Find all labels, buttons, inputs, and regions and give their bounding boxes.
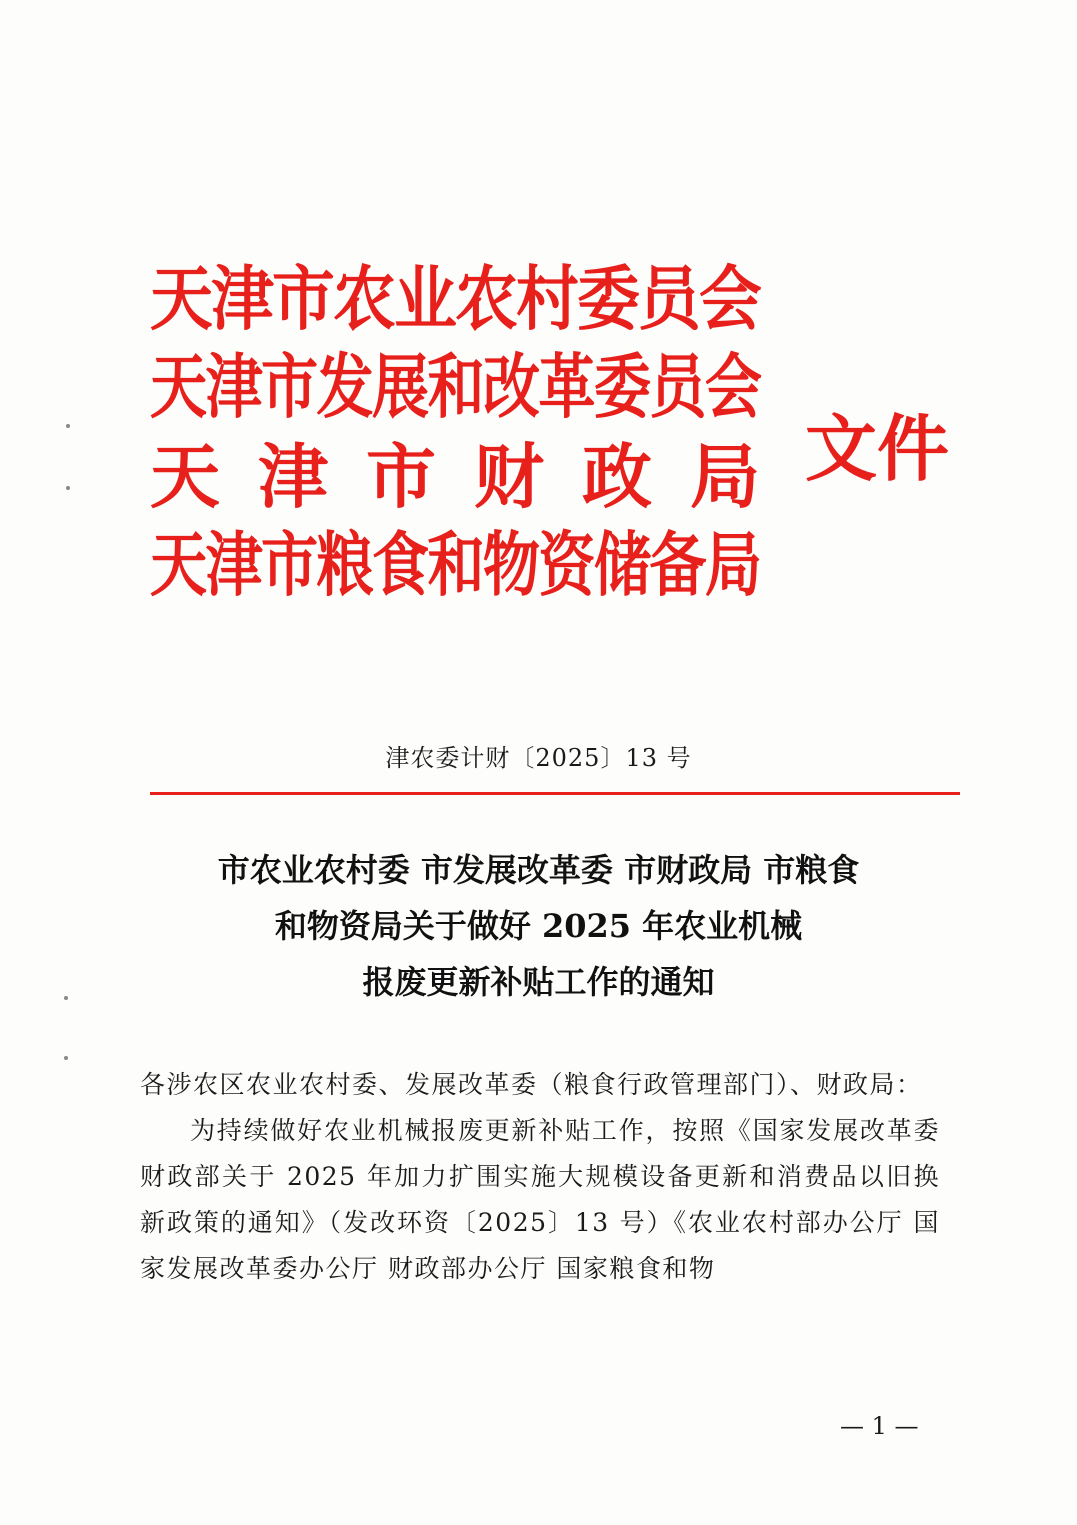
issuer-grain-reserves: 天津市粮食和物资储备局 <box>150 524 761 606</box>
doc-type-label: 文件 <box>805 407 950 491</box>
binding-hole-mark <box>66 424 70 428</box>
issuer-agriculture: 天津市农业农村委员会 <box>150 258 760 340</box>
binding-hole-mark <box>64 1056 68 1060</box>
issuer-finance-char: 市 <box>366 436 436 518</box>
issuer-finance-char: 政 <box>582 436 652 518</box>
issuer-development-reform: 天津市发展和改革委员会 <box>150 346 761 428</box>
document-number: 津农委计财〔2025〕13 号 <box>385 744 692 772</box>
issuer-finance-char: 财 <box>474 436 544 518</box>
issuer-finance-char: 局 <box>690 436 760 518</box>
binding-hole-mark <box>64 996 68 1000</box>
title-line: 报废更新补贴工作的通知 <box>362 963 715 1001</box>
notice-title <box>130 842 947 1010</box>
red-divider-line <box>150 792 960 795</box>
issuer-finance-char: 天 <box>150 436 220 518</box>
red-masthead <box>150 255 960 635</box>
title-line: 和物资局关于做好 2025 年农业机械 <box>274 907 803 945</box>
body-paragraph: 为持续做好农业机械报废更新补贴工作，按照《国家发展改革委 财政部关于 2025 年加力扩围实施大规模设备更新和消费品以旧换新政策的通知》（发改环资〔2025〕13 号）《农业农村部办公厅 国家发展改革委办公厅 财政部办公厅 国家粮食和物 <box>140 1116 940 1283</box>
issuer-finance-char: 津 <box>258 436 328 518</box>
body-text <box>140 1062 940 1292</box>
binding-hole-mark <box>66 486 70 490</box>
title-line: 市农业农村委 市发展改革委 市财政局 市粮食 <box>217 851 860 889</box>
page-number: — 1 — <box>840 1412 919 1440</box>
issuer-finance <box>150 433 760 521</box>
addressee: 各涉农区农业农村委、发展改革委（粮食行政管理部门）、财政局： <box>140 1070 923 1099</box>
